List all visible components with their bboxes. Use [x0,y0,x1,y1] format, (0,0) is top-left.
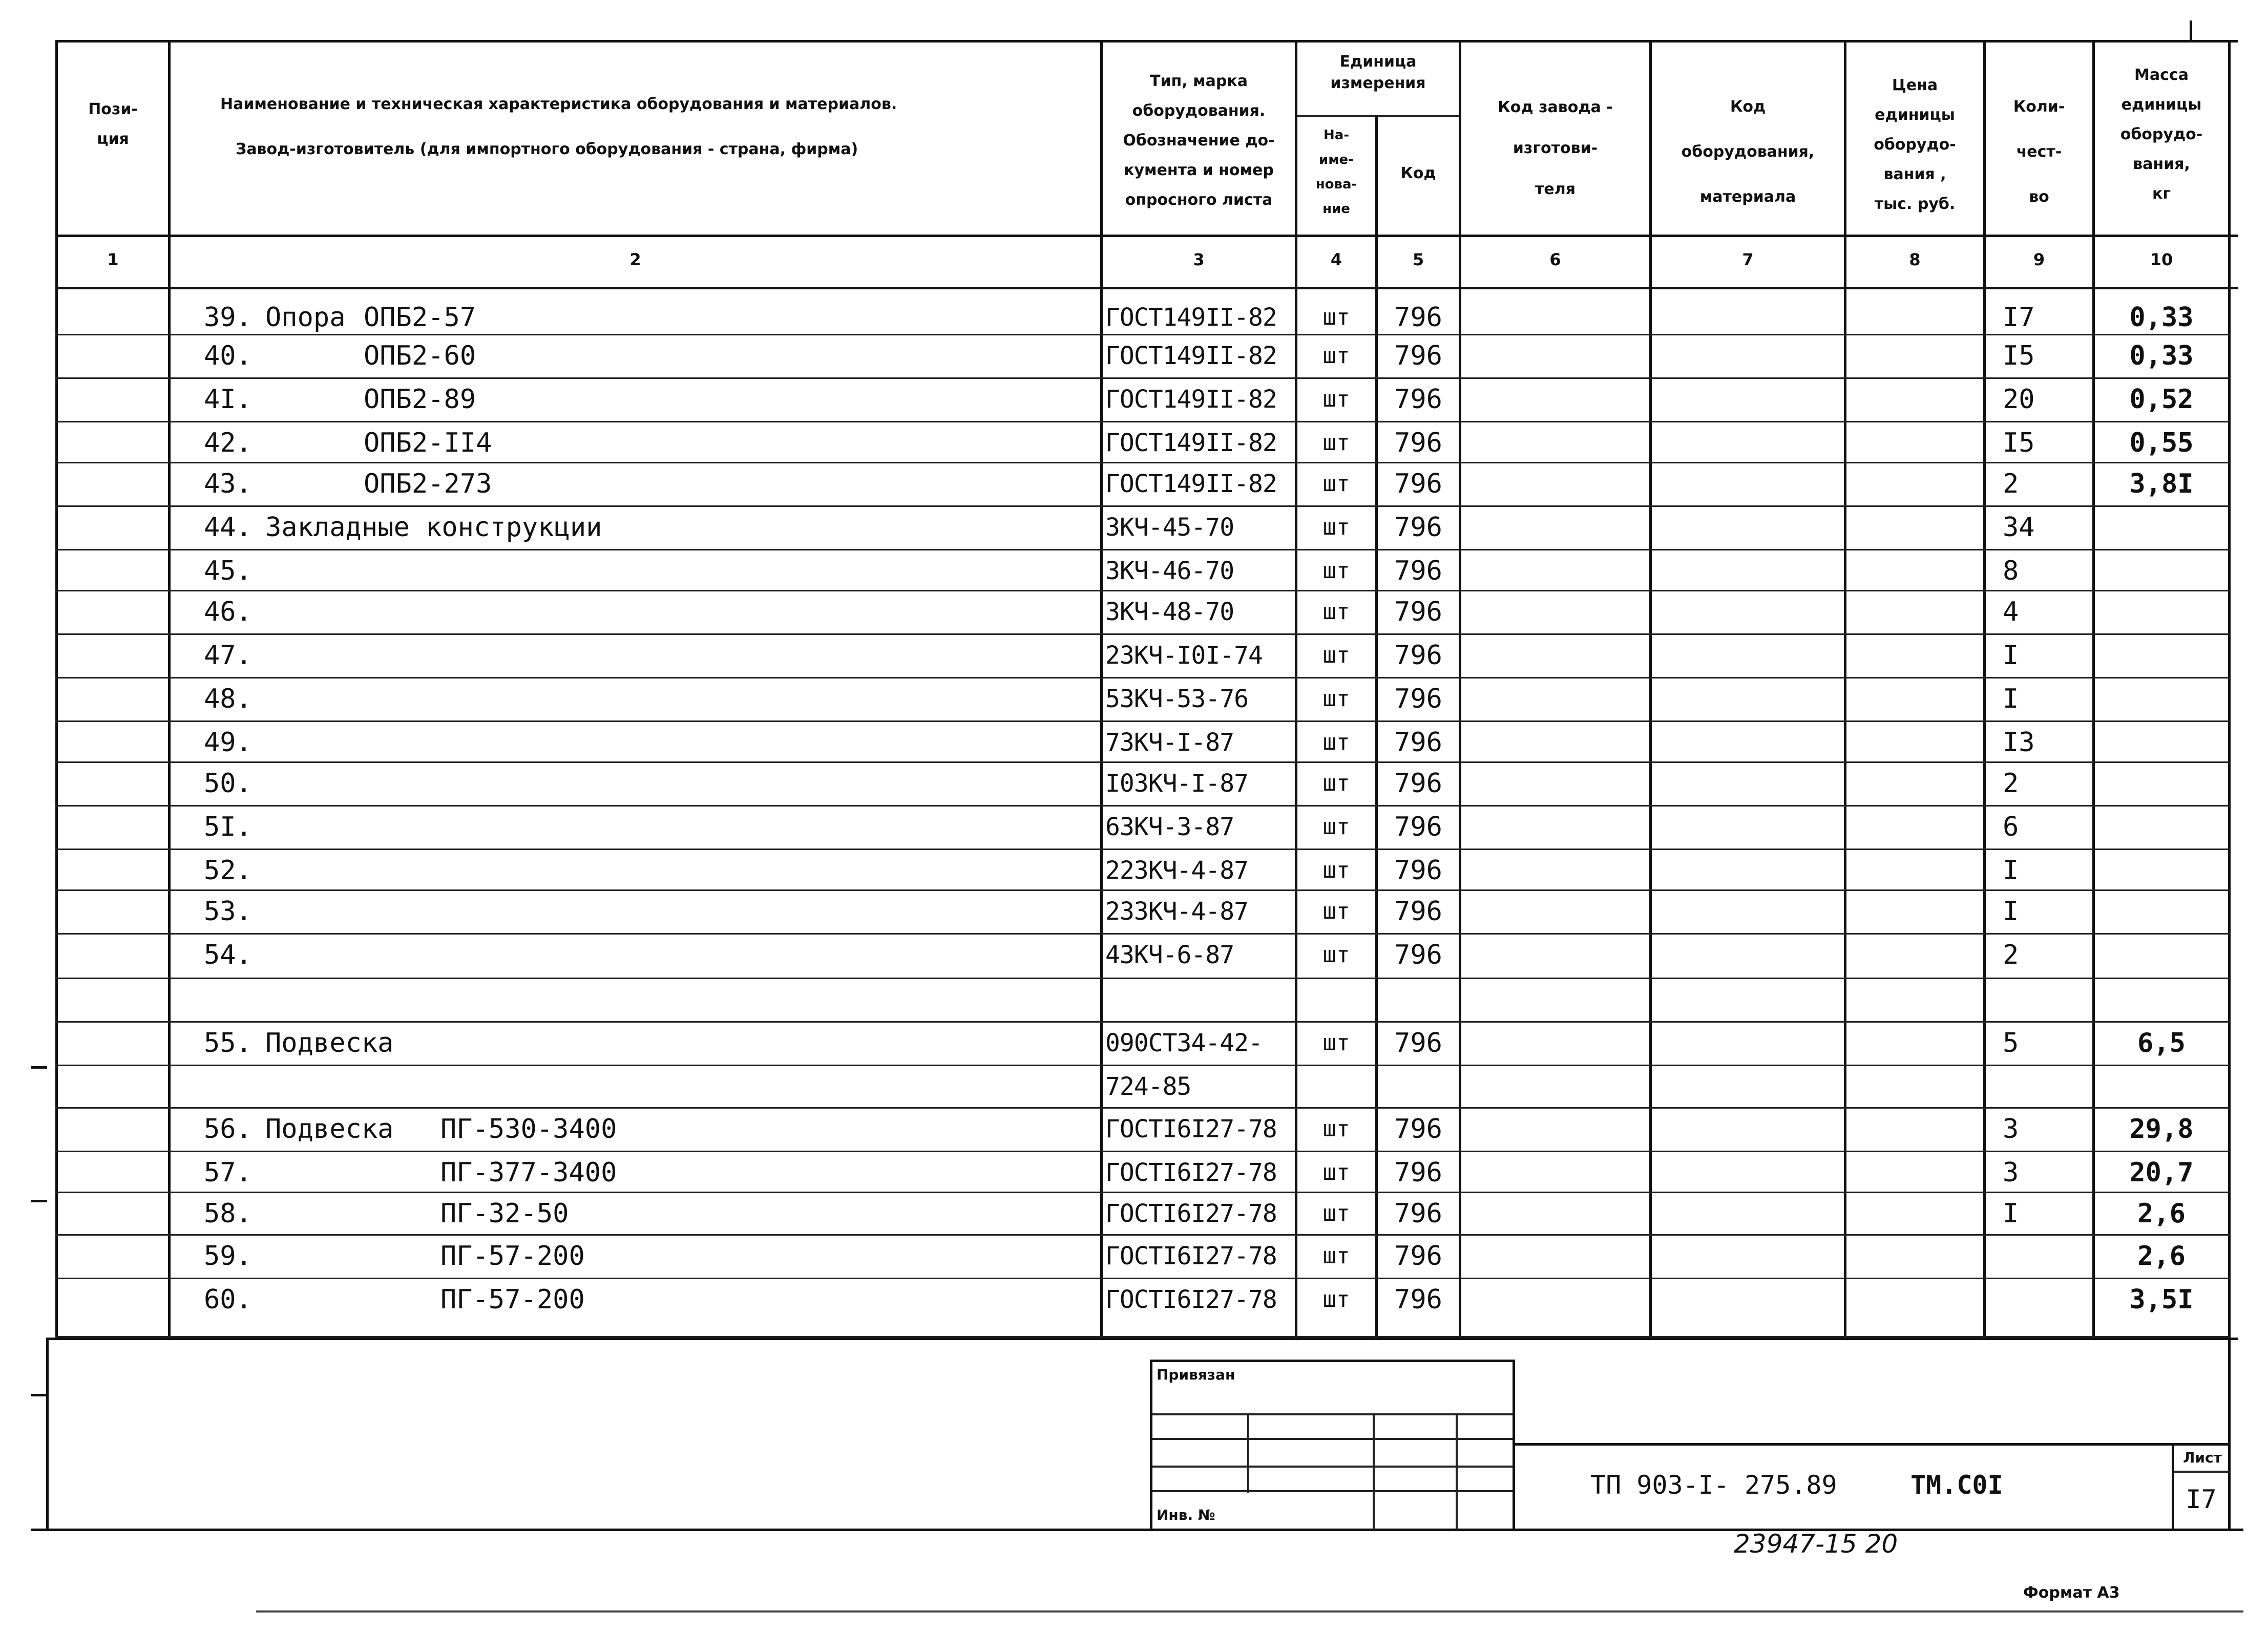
column-number: 3 [1193,250,1205,269]
row-divider [55,889,2230,891]
row-unit-code: 796 [1394,469,1442,499]
margin-tick [31,1200,47,1202]
frame-left-lower [46,1338,49,1530]
row-quantity: 6 [2003,812,2019,842]
sheet-box-line [2173,1471,2230,1473]
column-number: 9 [2033,250,2045,269]
row-unit-code: 796 [1394,556,1442,586]
column-number: 2 [629,250,641,269]
stamp-vline [1513,1360,1515,1530]
row-position: 60. [204,1284,252,1315]
header-col2-line1: Наименование и техническая характеристика оборудования и материалов. [220,95,897,113]
row-position: 47. [204,640,252,671]
row-mark: ПГ-530-3400 [440,1114,617,1144]
stamp-line [1150,1438,1514,1440]
row-unit: шт [1322,1200,1350,1226]
stamp-vline [1247,1413,1249,1493]
row-quantity: 2 [2003,768,2019,799]
row-unit: шт [1322,304,1350,330]
row-unit-code: 796 [1394,896,1442,927]
header-col2 [220,90,897,164]
row-unit: шт [1322,343,1350,369]
header-col7-line: оборудования, [1681,143,1815,161]
row-quantity: I7 [2003,302,2035,333]
row-quantity: 4 [2003,597,2019,627]
bottom-trim-line [256,1610,2243,1613]
row-document: 090СТ34-42- [1105,1029,1263,1057]
stamp-line [1150,1360,1514,1362]
row-unit: шт [1322,729,1350,755]
col-sep-5 [1459,40,1461,1339]
header-col8 [1846,71,1983,219]
row-document: 3КЧ-45-70 [1105,513,1234,542]
header-col1 [58,95,168,154]
row-document: 23КЧ-I0I-74 [1105,641,1263,670]
row-mass: 0,33 [2129,302,2194,333]
row-quantity: I [2003,640,2019,671]
row-unit-code: 796 [1394,1198,1442,1229]
row-unit-code: 796 [1394,1284,1442,1315]
row-unit-code: 796 [1394,512,1442,543]
header-col7 [1652,84,1844,220]
row-unit-code: 796 [1394,341,1442,371]
header-col4-line: ние [1322,201,1350,217]
header-col8-line: тыс. руб. [1874,195,1956,213]
row-mass: 29,8 [2129,1114,2194,1144]
row-divider [55,933,2230,935]
header-bottom-line [55,235,2238,237]
stamp-line [1150,1490,1514,1492]
row-position: 54. [204,940,252,970]
row-position: 44. [204,512,252,543]
row-mark: ОПБ2-273 [364,469,492,499]
row-document: ГОСТI6I27-78 [1105,1242,1277,1270]
row-position: 58. [204,1198,252,1229]
row-position: 52. [204,855,252,886]
row-mark: ОПБ2-89 [364,384,476,415]
row-unit: шт [1322,1159,1350,1185]
header-col3-line: оборудования. [1132,102,1266,120]
row-position: 50. [204,768,252,799]
row-unit-code: 796 [1394,855,1442,886]
column-number: 7 [1742,250,1754,269]
row-quantity: I5 [2003,341,2035,371]
row-position: 40. [204,341,252,371]
row-document: 3КЧ-46-70 [1105,557,1234,585]
row-unit: шт [1322,430,1350,456]
row-divider [55,805,2230,807]
header-col1-line: ция [97,130,129,148]
row-unit: шт [1322,942,1350,968]
row-document: ГОСТI6I27-78 [1105,1115,1277,1143]
header-col4-line: нова- [1315,177,1357,192]
frame-top-line [55,40,2238,43]
row-position: 48. [204,684,252,714]
row-document: ГОСТ149II-82 [1105,342,1277,370]
row-divider [55,1021,2230,1023]
row-mass: 0,33 [2129,341,2194,371]
row-mark: ПГ-57-200 [440,1284,585,1315]
row-document: ГОСТI6I27-78 [1105,1199,1277,1228]
header-unit-group-line: Единица [1339,53,1417,71]
row-position: 46. [204,597,252,627]
row-unit: шт [1322,814,1350,840]
row-position: 53. [204,896,252,927]
row-divider [55,505,2230,507]
row-mass: 3,8I [2129,469,2194,499]
row-document: 63КЧ-3-87 [1105,813,1234,841]
row-position: 55. [204,1028,252,1058]
row-divider [55,849,2230,850]
frame-corner-tick [2190,20,2192,41]
row-position: 49. [204,727,252,758]
row-divider [55,978,2230,979]
row-position: 59. [204,1241,252,1271]
row-unit-code: 796 [1394,1028,1442,1058]
row-divider [55,462,2230,463]
row-position: 5I. [204,812,252,842]
header-col10 [2095,60,2228,209]
column-number: 6 [1549,250,1561,269]
format-label: Формат А3 [2023,1584,2120,1602]
row-document: 43КЧ-6-87 [1105,941,1234,969]
archive-number: 23947-15 20 [1734,1529,1898,1559]
stamp-doc-mark: ТМ.С0I [1910,1470,2003,1500]
header-col9 [1986,84,2092,220]
header-col3-line: опросного листа [1125,191,1273,209]
row-position: 56. [204,1114,252,1144]
header-col1-line: Пози- [88,100,138,118]
header-col9-line: Коли- [2013,98,2065,116]
row-quantity: 3 [2003,1114,2019,1144]
header-col3-line: кумента и номер [1124,161,1274,179]
header-col3-line: Обозначение до- [1123,132,1275,150]
row-unit: шт [1322,1243,1350,1269]
stamp-vline [1373,1413,1375,1530]
row-quantity: 3 [2003,1157,2019,1188]
row-unit-code: 796 [1394,1241,1442,1271]
row-unit-code: 796 [1394,1114,1442,1144]
row-unit: шт [1322,558,1350,584]
row-divider [55,421,2230,422]
colnum-bottom-line [55,287,2238,289]
row-document: 3КЧ-48-70 [1105,598,1234,626]
row-divider [55,1336,2230,1338]
header-col10-line: вания, [2133,155,2190,173]
column-number: 4 [1330,250,1342,269]
row-divider [55,1234,2230,1236]
header-col7-line: материала [1699,188,1796,206]
row-unit-code: 796 [1394,640,1442,671]
row-unit-code: 796 [1394,1157,1442,1188]
row-mark: ОПБ2-II4 [364,428,492,458]
row-unit: шт [1322,599,1350,625]
row-quantity: I [2003,855,2019,886]
header-col8-line: вания , [1883,165,1946,183]
row-position: 45. [204,556,252,586]
row-divider [55,1151,2230,1152]
col-sep-8 [1983,40,1986,1339]
row-mass: 0,55 [2129,428,2194,458]
stamp-vline [1150,1360,1152,1530]
row-quantity: 2 [2003,469,2019,499]
row-mass: 2,6 [2137,1241,2186,1271]
row-quantity: 34 [2003,512,2035,543]
row-document: 53КЧ-53-76 [1105,685,1248,713]
row-quantity: I [2003,684,2019,714]
col-sep-2 [1100,40,1103,1339]
row-unit-code: 796 [1394,940,1442,970]
header-col8-line: Цена [1892,76,1938,94]
margin-tick [31,1394,47,1396]
stamp-line [1150,1466,1514,1468]
stamp-vline [1456,1413,1458,1530]
row-position: 42. [204,428,252,458]
header-col8-line: оборудо- [1874,136,1956,154]
row-divider [55,377,2230,379]
row-document: ГОСТI6I27-78 [1105,1285,1277,1314]
row-mass: 2,6 [2137,1198,2186,1229]
row-quantity: 20 [2003,384,2035,415]
stamp-sheet-number: I7 [2186,1484,2217,1514]
row-divider [55,633,2230,635]
header-col9-line: чест- [2016,143,2062,161]
header-col3-line: Тип, марка [1150,72,1248,90]
header-col10-line: оборудо- [2120,125,2203,143]
row-position: 43. [204,469,252,499]
stamp-line [1150,1413,1514,1415]
header-col4-line: На- [1323,128,1350,143]
row-unit-code: 796 [1394,684,1442,714]
row-quantity: 5 [2003,1028,2019,1058]
row-unit: шт [1322,514,1350,540]
row-divider [55,334,2230,335]
row-name: Подвеска [265,1114,394,1144]
col-sep-6 [1649,40,1652,1339]
row-position: 57. [204,1157,252,1188]
row-quantity: 2 [2003,940,2019,970]
frame-right-line [2228,40,2231,1530]
row-mass: 6,5 [2137,1028,2186,1058]
column-number: 8 [1909,250,1921,269]
column-number: 10 [2150,250,2173,269]
row-divider [55,677,2230,678]
header-col4 [1297,123,1375,221]
row-quantity: I [2003,896,2019,927]
row-unit: шт [1322,471,1350,497]
stamp-inv-label: Инв. № [1157,1507,1215,1523]
row-unit: шт [1322,386,1350,412]
row-name: Закладные конструкции [265,512,602,543]
row-divider [55,1192,2230,1193]
row-divider [55,761,2230,763]
row-document: 223КЧ-4-87 [1105,856,1248,885]
row-unit-code: 796 [1394,812,1442,842]
row-document: ГОСТ149II-82 [1105,470,1277,498]
row-mark: ПГ-377-3400 [440,1157,617,1188]
column-number: 1 [107,250,119,269]
stamp-privyazan-label: Привязан [1157,1366,1235,1383]
header-col3 [1103,67,1295,215]
row-unit-code: 796 [1394,428,1442,458]
stamp-sheet-label: Лист [2183,1449,2222,1466]
col-sep-1 [168,40,171,1339]
row-mass: 3,5I [2129,1284,2194,1315]
header-col6-line: теля [1535,180,1576,198]
row-divider [55,1065,2230,1066]
row-divider [55,1107,2230,1109]
row-quantity: 8 [2003,556,2019,586]
row-name: Подвеска [265,1028,394,1058]
row-unit: шт [1322,898,1350,924]
row-position: 4I. [204,384,252,415]
row-divider [55,590,2230,591]
header-col8-line: единицы [1875,106,1955,124]
row-document: 73КЧ-I-87 [1105,728,1234,757]
row-mass: 20,7 [2129,1157,2194,1188]
row-mark: ПГ-57-200 [440,1241,585,1271]
row-unit-code: 796 [1394,597,1442,627]
row-unit: шт [1322,770,1350,796]
row-name: Опора [265,302,346,333]
row-document: ГОСТ149II-82 [1105,429,1277,457]
frame-bottom-line [31,1529,2243,1531]
header-col6-line: Код завода - [1498,98,1613,116]
row-quantity: I3 [2003,727,2035,758]
row-mass: 0,52 [2129,384,2194,415]
row-position: 39. [204,302,252,333]
row-document: 724-85 [1105,1072,1191,1101]
row-document: 233КЧ-4-87 [1105,897,1248,926]
row-unit-code: 796 [1394,384,1442,415]
header-col10-line: Масса [2134,66,2189,84]
header-col7-line: Код [1730,98,1766,116]
header-col4-line: име- [1319,152,1354,167]
row-unit: шт [1322,686,1350,712]
row-divider [55,720,2230,722]
header-col9-line: во [2029,188,2049,206]
row-quantity: I5 [2003,428,2035,458]
row-document: ГОСТ149II-82 [1105,385,1277,414]
row-document: ГОСТI6I27-78 [1105,1158,1277,1187]
row-unit: шт [1322,1116,1350,1142]
row-unit: шт [1322,642,1350,668]
header-col5: Код [1400,164,1436,182]
header-unit-group [1297,51,1459,94]
table-bottom-line [46,1338,2238,1340]
row-mark: ПГ-32-50 [440,1198,569,1229]
row-unit-code: 796 [1394,727,1442,758]
header-col6-line: изготови- [1513,139,1598,157]
row-unit-code: 796 [1394,768,1442,799]
header-col2-line2: Завод-изготовитель (для импортного оборудования - страна, фирма) [236,140,858,158]
margin-tick [31,1066,47,1069]
row-mark: ОПБ2-60 [364,341,476,371]
row-divider [55,1278,2230,1279]
col-sep-7 [1844,40,1846,1339]
stamp-line [1514,1443,2231,1446]
row-document: I03КЧ-I-87 [1105,769,1248,798]
frame-left-line [55,40,58,1339]
header-col10-line: единицы [2121,96,2202,114]
header-unit-group-line: измерения [1330,74,1426,92]
row-mark: ОПБ2-57 [364,302,476,333]
row-unit: шт [1322,857,1350,883]
header-col6 [1461,87,1649,210]
row-unit: шт [1322,1286,1350,1312]
column-number: 5 [1412,250,1424,269]
row-quantity: I [2003,1198,2019,1229]
row-document: ГОСТ149II-82 [1105,303,1277,332]
row-divider [55,549,2230,550]
row-unit: шт [1322,1030,1350,1056]
stamp-doc-code: ТП 903-I- 275.89 [1590,1470,1837,1500]
header-col10-line: кг [2152,185,2171,203]
row-unit-code: 796 [1394,302,1442,333]
